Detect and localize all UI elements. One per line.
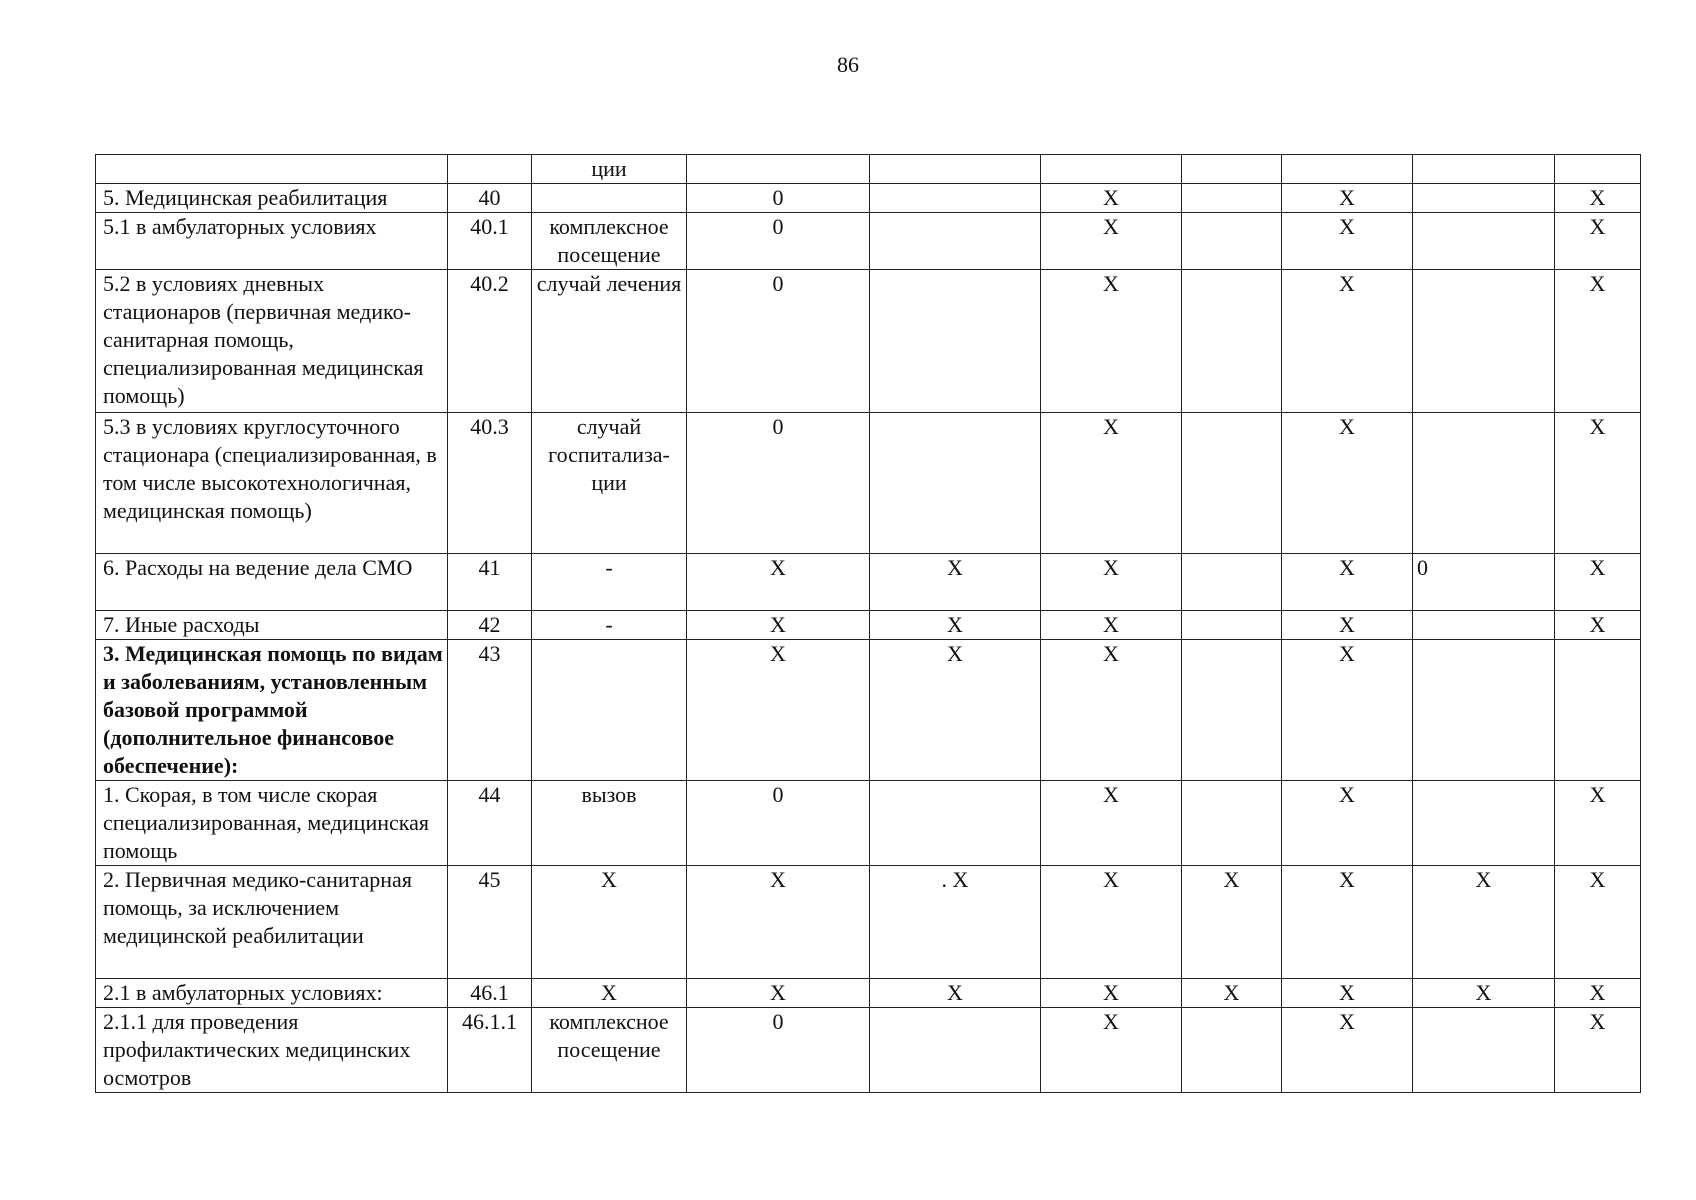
table-cell: X: [687, 611, 870, 640]
table-cell: [870, 213, 1041, 270]
table-row: [96, 979, 1641, 1008]
row-name: 1. Скорая, в том числе скорая специализированная, медицинская помощь: [96, 781, 448, 866]
table-cell: [1182, 270, 1282, 413]
table-row: [96, 270, 1641, 413]
table-cell: [1413, 611, 1555, 640]
table-cell: X: [1555, 611, 1641, 640]
table-row: [96, 866, 1641, 979]
table-cell: X: [870, 554, 1041, 611]
table-cell: [1555, 155, 1641, 184]
table-row: [96, 781, 1641, 866]
table-cell: [1413, 1008, 1555, 1093]
table-row: [96, 155, 1641, 184]
table-cell: [1182, 640, 1282, 781]
row-name: 5.2 в условиях дневных стационаров (первичная медико-санитарная помощь, специализированная медицинская помощь): [96, 270, 448, 413]
table-cell: 0: [687, 1008, 870, 1093]
table-cell: [1041, 155, 1182, 184]
table-row: [96, 640, 1641, 781]
row-code: 40.2: [448, 270, 532, 413]
table-cell: [687, 155, 870, 184]
row-name: 2.1 в амбулаторных условиях:: [96, 979, 448, 1008]
table-cell: X: [1555, 213, 1641, 270]
table-cell: X: [687, 640, 870, 781]
table-row: [96, 554, 1641, 611]
row-code: 43: [448, 640, 532, 781]
row-unit: случай госпитализа-ции: [532, 413, 687, 554]
row-name: 7. Иные расходы: [96, 611, 448, 640]
table-cell: [1182, 213, 1282, 270]
table-cell: [1413, 270, 1555, 413]
table-cell: 0: [1413, 554, 1555, 611]
row-code: [448, 155, 532, 184]
table-cell: X: [1555, 781, 1641, 866]
table-cell: X: [1282, 184, 1413, 213]
table-cell: X: [1282, 866, 1413, 979]
table-cell: X: [1282, 554, 1413, 611]
table-row: [96, 184, 1641, 213]
table-cell: 0: [687, 781, 870, 866]
row-unit: случай лечения: [532, 270, 687, 413]
table-cell: X: [1555, 979, 1641, 1008]
table-row: [96, 413, 1641, 554]
table-cell: [1282, 155, 1413, 184]
table-cell: [870, 270, 1041, 413]
row-code: 40.3: [448, 413, 532, 554]
row-name: 5.3 в условиях круглосуточного стационара (специализированная, в том числе высокотехнологичная, медицинская помощь): [96, 413, 448, 554]
row-unit: комплексное посещение: [532, 213, 687, 270]
table-cell: X: [1555, 866, 1641, 979]
row-code: 46.1: [448, 979, 532, 1008]
table-cell: [1182, 781, 1282, 866]
table-cell: [1413, 155, 1555, 184]
row-name: 2. Первичная медико-санитарная помощь, за исключением медицинской реабилитации: [96, 866, 448, 979]
table-cell: 0: [687, 413, 870, 554]
data-table: [95, 154, 1641, 1093]
table-cell: X: [1555, 1008, 1641, 1093]
row-unit: X: [532, 866, 687, 979]
table-cell: X: [1282, 640, 1413, 781]
table-cell: [1182, 155, 1282, 184]
table-cell: X: [1182, 979, 1282, 1008]
table-cell: [1182, 413, 1282, 554]
table-cell: X: [1282, 413, 1413, 554]
table-cell: 0: [687, 270, 870, 413]
table-cell: [870, 1008, 1041, 1093]
row-unit: ции: [532, 155, 687, 184]
table-cell: [1182, 611, 1282, 640]
table-cell: X: [1041, 611, 1182, 640]
row-unit: -: [532, 554, 687, 611]
table-cell: X: [1555, 413, 1641, 554]
table-cell: [1413, 640, 1555, 781]
row-unit: -: [532, 611, 687, 640]
table-cell: X: [687, 866, 870, 979]
table-cell: [1182, 184, 1282, 213]
table-cell: . X: [870, 866, 1041, 979]
row-code: 40.1: [448, 213, 532, 270]
row-name: [96, 155, 448, 184]
row-unit: комплексное посещение: [532, 1008, 687, 1093]
row-unit: [532, 184, 687, 213]
table-cell: X: [1555, 184, 1641, 213]
table-cell: X: [1282, 1008, 1413, 1093]
table-cell: X: [1041, 979, 1182, 1008]
table-cell: X: [1041, 1008, 1182, 1093]
table-cell: X: [1555, 554, 1641, 611]
table-row: [96, 1008, 1641, 1093]
table-cell: X: [1182, 866, 1282, 979]
table-cell: [870, 184, 1041, 213]
table-cell: [870, 155, 1041, 184]
row-name: 5. Медицинская реабилитация: [96, 184, 448, 213]
table-row: [96, 213, 1641, 270]
table-cell: [1413, 184, 1555, 213]
row-unit: [532, 640, 687, 781]
table-cell: X: [1041, 781, 1182, 866]
table-cell: 0: [687, 213, 870, 270]
table-cell: [870, 781, 1041, 866]
table-cell: [1555, 640, 1641, 781]
table-cell: [1413, 213, 1555, 270]
table-cell: [870, 413, 1041, 554]
table-cell: [1182, 554, 1282, 611]
page-number: 86: [837, 52, 859, 77]
table-cell: X: [1282, 781, 1413, 866]
row-name: 2.1.1 для проведения профилактических медицинских осмотров: [96, 1008, 448, 1093]
table-row: [96, 611, 1641, 640]
table-cell: X: [1413, 866, 1555, 979]
row-code: 41: [448, 554, 532, 611]
table-cell: [1413, 413, 1555, 554]
table-cell: X: [1041, 213, 1182, 270]
table-cell: X: [687, 554, 870, 611]
table-cell: X: [1041, 640, 1182, 781]
row-unit: X: [532, 979, 687, 1008]
row-name: 6. Расходы на ведение дела СМО: [96, 554, 448, 611]
table-cell: X: [1041, 270, 1182, 413]
table-cell: X: [1282, 270, 1413, 413]
row-code: 46.1.1: [448, 1008, 532, 1093]
table-cell: X: [870, 640, 1041, 781]
table-cell: X: [687, 979, 870, 1008]
table-cell: X: [1041, 554, 1182, 611]
table-cell: X: [870, 611, 1041, 640]
table-cell: X: [1041, 866, 1182, 979]
row-name: 5.1 в амбулаторных условиях: [96, 213, 448, 270]
row-code: 44: [448, 781, 532, 866]
table-cell: X: [1282, 213, 1413, 270]
table-cell: [1413, 781, 1555, 866]
row-code: 45: [448, 866, 532, 979]
row-unit: вызов: [532, 781, 687, 866]
table-cell: X: [1282, 979, 1413, 1008]
table-cell: X: [1555, 270, 1641, 413]
table-cell: X: [1041, 184, 1182, 213]
table-cell: 0: [687, 184, 870, 213]
row-code: 40: [448, 184, 532, 213]
row-code: 42: [448, 611, 532, 640]
table-cell: X: [1041, 413, 1182, 554]
row-name: 3. Медицинская помощь по видам и заболеваниям, установленным базовой программой (дополнительное финансовое обеспечение):: [96, 640, 448, 781]
table-cell: X: [1413, 979, 1555, 1008]
table-cell: X: [1282, 611, 1413, 640]
table-cell: [1182, 1008, 1282, 1093]
table-cell: X: [870, 979, 1041, 1008]
